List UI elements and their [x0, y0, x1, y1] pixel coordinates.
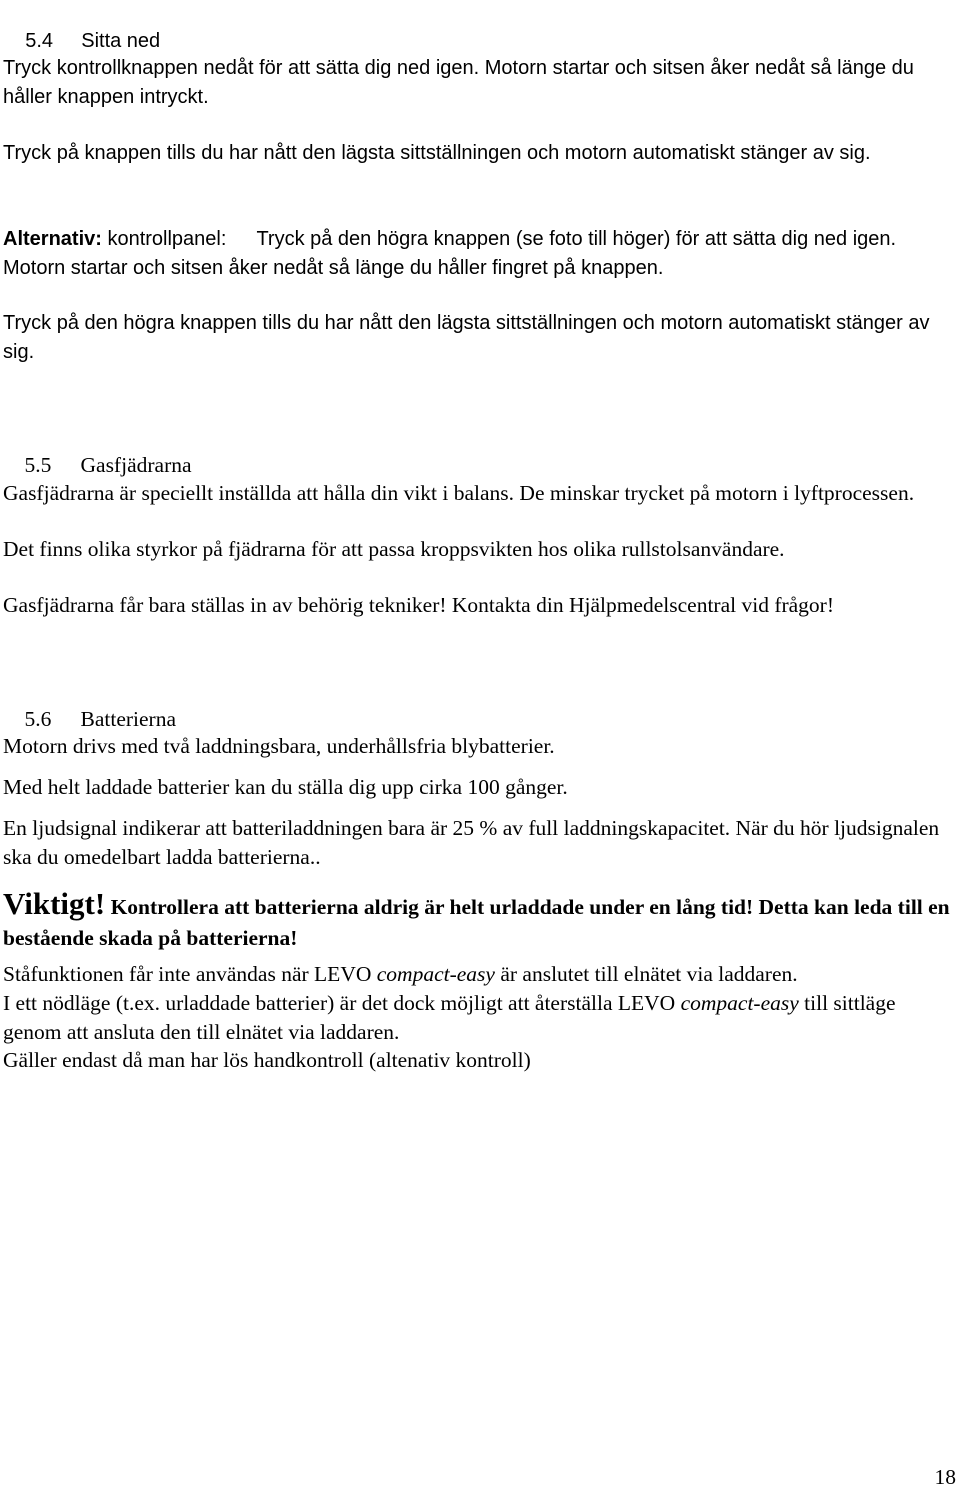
product-name: compact-easy — [376, 962, 495, 986]
text-run: I ett nödläge (t.ex. urladdade batterier) är det dock möjligt att återställa LEVO — [3, 991, 681, 1015]
paragraph: Gäller endast då man har lös handkontroll (altenativ kontroll) — [3, 1048, 531, 1072]
paragraph: Gasfjädrarna är speciellt inställda att hålla din vikt i balans. De minskar trycket på motorn i lyftprocessen. — [3, 481, 915, 505]
page-number: 18 — [934, 1465, 956, 1489]
paragraph — [3, 989, 955, 1047]
paragraph: Tryck på den högra knappen tills du har nått den lägsta sittställningen och motorn automatiskt stänger av sig. — [3, 312, 936, 363]
important-label: Viktigt! — [3, 886, 106, 921]
paragraph: Gasfjädrarna får bara ställas in av behörig tekniker! Kontakta din Hjälpmedelscentral vid frågor! — [3, 593, 834, 617]
text-run: Ståfunktionen får inte användas när LEVO — [3, 962, 377, 986]
paragraph: Det finns olika styrkor på fjädrarna för att passa kroppsvikten hos olika rullstolsanvändare. — [3, 537, 785, 561]
important-text: Kontrollera att batterierna aldrig är helt urladdade under en lång tid! Detta kan leda till en bestående skada på batterierna! — [3, 895, 956, 950]
alternative-paragraph — [3, 225, 955, 283]
section-title: Batterierna — [80, 707, 177, 731]
section-title: Gasfjädrarna — [80, 453, 192, 477]
alternative-panel: kontrollpanel: — [101, 228, 227, 250]
paragraph: Motorn drivs med två laddningsbara, underhållsfria blybatterier. — [3, 734, 555, 758]
alternative-text: Tryck på den högra knappen (se foto till höger) för att sätta dig ned igen. Motorn startar och sitsen åker nedåt så länge du håller fingret på knappen. — [3, 228, 902, 279]
paragraph: En ljudsignal indikerar att batteriladdningen bara är 25 % av full laddningskapacitet. När du hör ljudsignalen ska du omedelbart ladda batterierna.. — [3, 816, 945, 869]
product-name: compact-easy — [680, 991, 799, 1015]
section-number: 5.6 — [24, 707, 52, 731]
text-run: är anslutet till elnätet via laddaren. — [494, 962, 798, 986]
paragraph — [3, 960, 955, 989]
important-notice — [3, 888, 955, 954]
section-title: Sitta ned — [81, 30, 161, 52]
paragraph: Tryck på knappen tills du har nått den lägsta sittställningen och motorn automatiskt stänger av sig. — [3, 142, 871, 164]
text-run: till sittläge genom att ansluta den till elnätet via laddaren. — [3, 991, 901, 1044]
section-number: 5.5 — [24, 453, 52, 477]
section-number: 5.4 — [25, 30, 54, 52]
paragraph: Tryck kontrollknappen nedåt för att sätta dig ned igen. Motorn startar och sitsen åker nedåt så länge du håller knappen intryckt. — [3, 57, 920, 108]
alternative-label: Alternativ: — [3, 228, 102, 250]
paragraph: Med helt laddade batterier kan du ställa dig upp cirka 100 gånger. — [3, 775, 568, 799]
